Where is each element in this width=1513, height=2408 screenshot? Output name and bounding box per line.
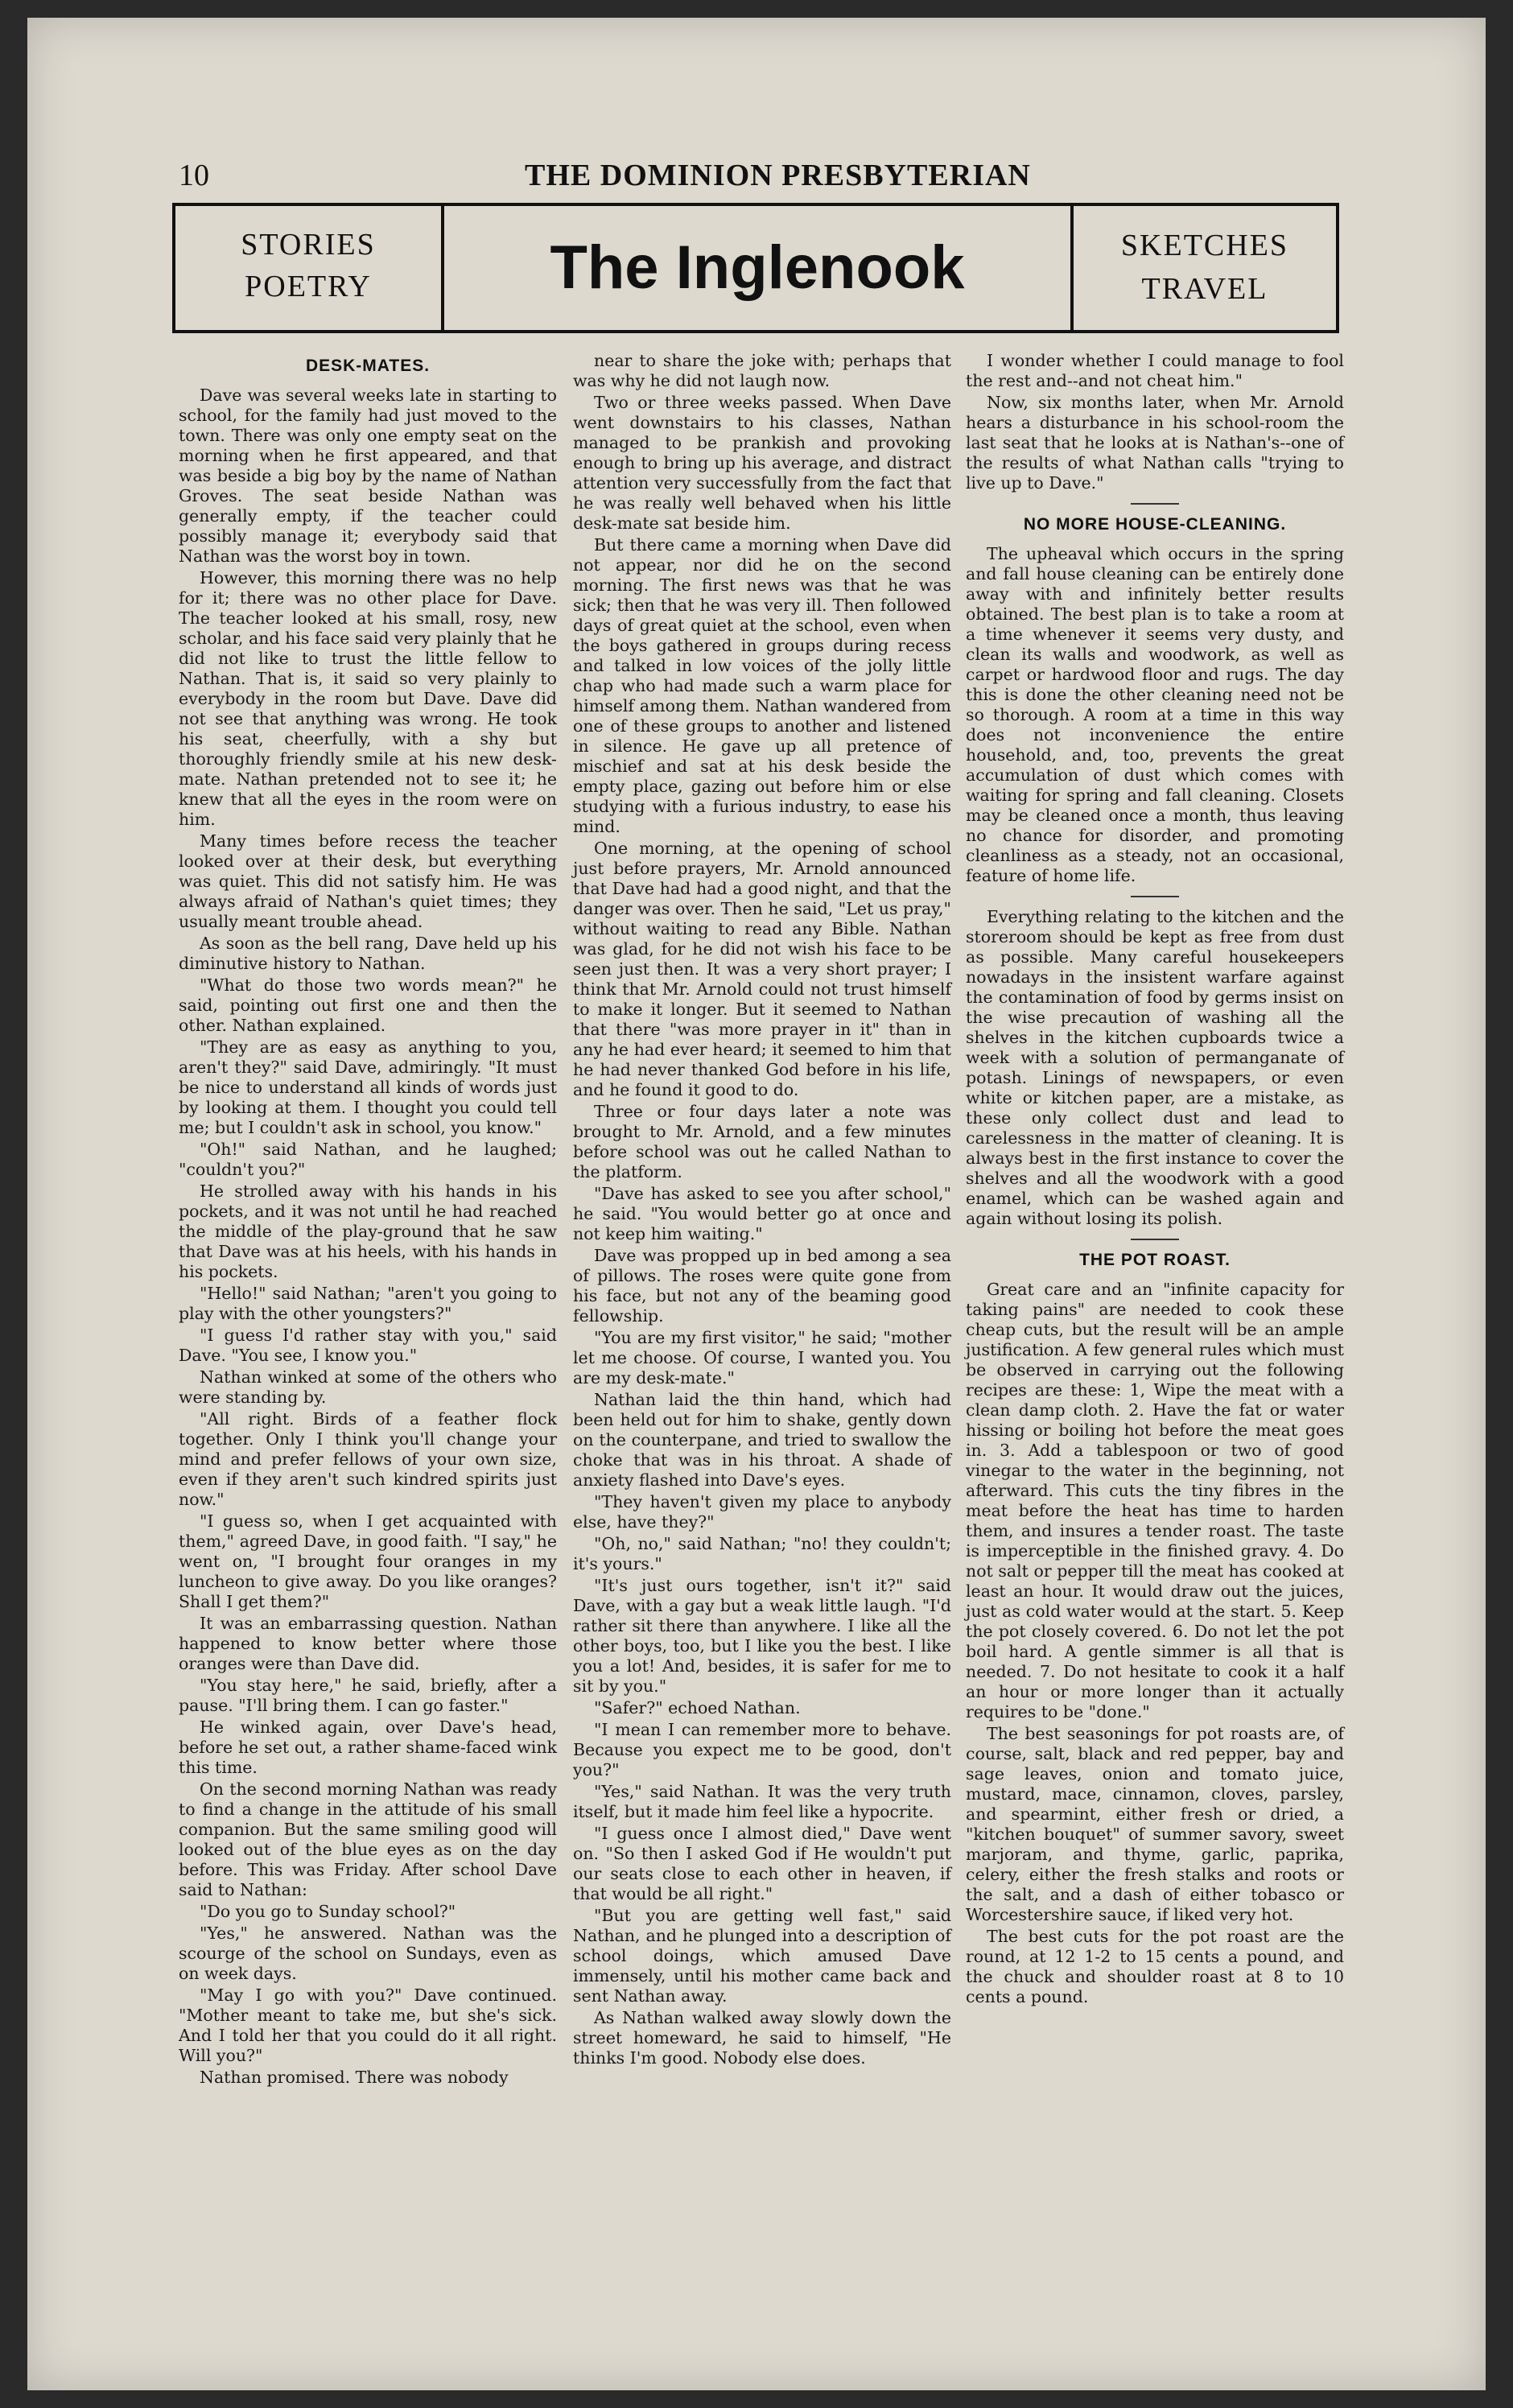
paragraph: One morning, at the opening of school just before prayers, Mr. Arnold announced that Dave had had a good night, and that the danger was over. Then he said, "Let us pray," without waiting to read any Bible. Nathan was glad, for he did not wish his face to be seen just then. It was a very short prayer; I think that Mr. Arnold could not trust himself to make it longer. But it seemed to Nathan that there "was more prayer in it" than in any he had ever heard; it seemed to him that he had never thanked God before in his life, and he found it good to do. [573, 839, 951, 1099]
paragraph: "Dave has asked to see you after school," he said. "You would better go at once and not keep him waiting." [573, 1184, 951, 1243]
banner-right-box [1070, 206, 1336, 330]
paragraph: Nathan laid the thin hand, which had been held out for him to shake, gently down on the counterpane, and tried to swallow the choke that was in his throat. A shade of anxiety flashed into Dave's eyes. [573, 1390, 951, 1490]
paragraph: Great care and an "infinite capacity for taking pains" are needed to cook these cheap cuts, but the result will be an ample justification. A few general rules which must be observed in carrying out the following recipes are these: 1, Wipe the meat with a clean damp cloth. 2. Have the fat or water hissing or boiling hot before the meat goes in. 3. Add a tablespoon or two of good vinegar to the water in the beginning, not afterward. This cuts the tiny fibres in the meat before the heat has time to harden them, and insures a tender roast. The taste is imperceptible in the finished gravy. 4. Do not salt or pepper till the meat has cooked at least an hour. It would draw out the juices, just as cold water would at the start. 5. Keep the pot closely covered. 6. Do not let the pot boil hard. A gentle simmer is all that is needed. 7. Do not hesitate to cook it a half an hour or more longer than it actually requires to be "done." [966, 1280, 1344, 1721]
divider-rule [1131, 896, 1179, 897]
paragraph: "I guess I'd rather stay with you," said Dave. "You see, I know you." [179, 1326, 557, 1365]
paragraph: "It's just ours together, isn't it?" said Dave, with a gay but a weak little laugh. "I'd rather sit there than anywhere. I like all the other boys, too, but I like you the best. I like you a lot! And, besides, it is safer for me to sit by you." [573, 1576, 951, 1696]
paragraph: "You are my first visitor," he said; "mother let me choose. Of course, I wanted you. You are my desk-mate." [573, 1328, 951, 1387]
paragraph: "You stay here," he said, briefly, after a pause. "I'll bring them. I can go faster." [179, 1676, 557, 1715]
article-heading-pot-roast: THE POT ROAST. [1079, 1251, 1231, 1269]
paragraph: Now, six months later, when Mr. Arnold hears a disturbance in his school-room the last seat that he looks at is Nathan's--one of the results of what Nathan calls "trying to live up to Dave." [966, 393, 1344, 493]
paragraph: "Safer?" echoed Nathan. [594, 1698, 801, 1717]
banner-left-line2: POETRY [245, 270, 372, 303]
paragraph: "Yes," he answered. Nathan was the scourge of the school on Sundays, even as on week days. [179, 1924, 557, 1983]
paragraph: "Yes," said Nathan. It was the very truth itself, but it made him feel like a hypocrite. [573, 1782, 951, 1821]
paragraph: "Do you go to Sunday school?" [200, 1902, 456, 1921]
paragraph: Nathan promised. There was nobody [200, 2068, 509, 2087]
paragraph: I wonder whether I could manage to fool the rest and--and not cheat him." [966, 351, 1344, 390]
house-cleaning-body-a [966, 544, 1344, 886]
divider-rule [1131, 1239, 1179, 1240]
paragraph: "Oh!" said Nathan, and he laughed; "couldn't you?" [179, 1140, 557, 1179]
paragraph: He strolled away with his hands in his pockets, and it was not until he had reached the middle of the play-ground that he saw that Dave was at his heels, with his hands in his pockets. [179, 1181, 557, 1281]
paragraph: Many times before recess the teacher looked over at their desk, but everything was quiet. This did not satisfy him. He was always afraid of Nathan's quiet times; they usually meant trouble ahead. [179, 831, 557, 931]
paragraph: The best cuts for the pot roast are the round, at 12 1-2 to 15 cents a pound, and the chuck and shoulder roast at 8 to 10 cents a pound. [966, 1927, 1344, 2006]
paragraph: "Hello!" said Nathan; "aren't you going to play with the other youngsters?" [179, 1284, 557, 1323]
journal-title: THE DOMINION PRESBYTERIAN [525, 159, 1031, 192]
paragraph: "They haven't given my place to anybody else, have they?" [573, 1492, 951, 1532]
paragraph: He winked again, over Dave's head, before he set out, a rather shame-faced wink this time. [179, 1717, 557, 1777]
paragraph: It was an embarrassing question. Nathan happened to know better where those oranges were than Dave did. [179, 1614, 557, 1673]
paragraph: Dave was several weeks late in starting to school, for the family had just moved to the town. There was only one empty seat on the morning when he first appeared, and that was beside a big boy by the name of Nathan Groves. The seat beside Nathan was generally empty, if the teacher could possibly manage it; everybody said that Nathan was the worst boy in town. [179, 386, 557, 566]
banner-left-line1: STORIES [241, 228, 376, 262]
article-heading-desk-mates: DESK-MATES. [305, 357, 431, 375]
column-2 [573, 351, 951, 2070]
paragraph: "May I go with you?" Dave continued. "Mother meant to take me, but she's sick. And I told her that you could do it all right. Will you?" [179, 1985, 557, 2065]
paragraph: However, this morning there was no help for it; there was no other place for Dave. The teacher looked at his small, rosy, new scholar, and his face said very plainly that he did not like to trust the little fellow to Nathan. That is, it said so very plainly to everybody in the room but Dave. Dave did not see that anything was wrong. He took his seat, cheerfully, with a shy but thoroughly friendly smile at his new desk-mate. Nathan pretended not to see it; he knew that all the eyes in the room were on him. [179, 568, 557, 829]
paragraph: "I mean I can remember more to behave. Because you expect me to be good, don't you?" [573, 1720, 951, 1779]
desk-mates-body [179, 386, 557, 2088]
column-3 [966, 351, 1344, 2009]
desk-mates-continued [573, 351, 951, 2068]
paragraph: On the second morning Nathan was ready to find a change in the attitude of his small companion. But the same smiling good will looked out of the blue eyes as on the day before. This was Friday. After school Dave said to Nathan: [179, 1779, 557, 1899]
paragraph: Dave was propped up in bed among a sea of pillows. The roses were quite gone from his face, but not any of the beaming good fellowship. [573, 1246, 951, 1326]
desk-mates-ending [966, 351, 1344, 493]
paragraph: "I guess once I almost died," Dave went on. "So then I asked God if He wouldn't put our seats close to each other in heaven, if that would be all right." [573, 1824, 951, 1903]
section-banner [172, 203, 1339, 333]
paragraph: "They are as easy as anything to you, aren't they?" said Dave, admiringly. "It must be nice to understand all kinds of words just by looking at them. I thought you could tell me; but I couldn't ask in school, you know." [179, 1037, 557, 1137]
banner-left-box [175, 206, 444, 330]
column-1 [179, 351, 557, 2089]
section-title: The Inglenook [550, 233, 965, 302]
paragraph: "What do those two words mean?" he said, pointing out first one and then the other. Nathan explained. [179, 975, 557, 1035]
paragraph: Nathan winked at some of the others who were standing by. [179, 1367, 557, 1407]
paragraph: Three or four days later a note was brought to Mr. Arnold, and a few minutes before school was out he called Nathan to the platform. [573, 1102, 951, 1181]
paragraph: "Oh, no," said Nathan; "no! they couldn't; it's yours." [573, 1534, 951, 1573]
divider-rule [1131, 503, 1179, 505]
article-heading-house-cleaning: NO MORE HOUSE-CLEANING. [1023, 515, 1287, 534]
paragraph: The upheaval which occurs in the spring and fall house cleaning can be entirely done away with and infinitely better results obtained. The best plan is to take a room at a time whenever it seems very dusty, and clean its walls and woodwork, as well as carpet or hardwood floor and rugs. The day this is done the other cleaning need not be so thorough. A room at a time in this way does not inconvenience the entire household, and, too, prevents the great accumulation of dust which comes with waiting for spring and fall cleaning. Closets may be cleaned once a month, thus leaving no chance for disorder, and promoting cleanliness as a steady, not an occasional, feature of home life. [966, 544, 1344, 885]
paragraph: Everything relating to the kitchen and the storeroom should be kept as free from dust as possible. Many careful housekeepers nowadays in the insistent warfare against the contamination of food by germs insist on the wise precaution of washing all the shelves in the kitchen cupboards twice a week with a solution of permanganate of potash. Linings of newspapers, or even white or kitchen paper, are a mistake, as these only collect dust and lead to carelessness in the matter of cleaning. It is always best in the first instance to cover the shelves and all the woodwork with a good enamel, which can be washed again and again without losing its polish. [966, 907, 1344, 1228]
pot-roast-body [966, 1280, 1344, 2007]
paragraph: Two or three weeks passed. When Dave went downstairs to his classes, Nathan managed to be prankish and provoking enough to bring up his average, and distract attention very successfully from the fact that he was really well behaved when his little desk-mate sat beside him. [573, 393, 951, 533]
page-number: 10 [179, 159, 209, 192]
paragraph: "But you are getting well fast," said Nathan, and he plunged into a description of school doings, which amused Dave immensely, until his mother came back and sent Nathan away. [573, 1906, 951, 2006]
paragraph: near to share the joke with; perhaps that was why he did not laugh now. [573, 351, 951, 390]
page-header [179, 158, 1338, 206]
banner-right-line2: TRAVEL [1141, 272, 1268, 306]
paragraph: "All right. Birds of a feather flock together. Only I think you'll change your mind and prefer fellows of your own size, even if they aren't such kindred spirits just now." [179, 1409, 557, 1509]
paragraph: The best seasonings for pot roasts are, of course, salt, black and red pepper, bay and sage leaves, onion and tomato juice, mustard, mace, cinnamon, cloves, parsley, and spearmint, either fresh or dried, a "kitchen bouquet" of summer savory, sweet marjoram, and thyme, garlic, paprika, celery, either the fresh stalks and roots or the salt, and a dash of either tobasco or Worcestershire sauce, if liked very hot. [966, 1724, 1344, 1924]
paragraph: "I guess so, when I get acquainted with them," agreed Dave, in good faith. "I say," he went on, "I brought four oranges in my luncheon to give away. Do you like oranges? Shall I get them?" [179, 1511, 557, 1611]
house-cleaning-body-b [966, 907, 1344, 1229]
paragraph: But there came a morning when Dave did not appear, nor did he on the second morning. The first news was that he was sick; then that he was very ill. Then followed days of great quiet at the school, even when the boys gathered in groups during recess and talked in low voices of the jolly little chap who had made such a warm place for himself among them. Nathan wandered from one of these groups to another and listened in silence. He gave up all pretence of mischief and sat at his desk beside the empty place, gazing out before him or else studying with a furious industry, to ease his mind. [573, 535, 951, 836]
banner-right-line1: SKETCHES [1120, 229, 1289, 262]
paragraph: As Nathan walked away slowly down the street homeward, he said to himself, "He thinks I'm good. Nobody else does. [573, 2008, 951, 2068]
paragraph: As soon as the bell rang, Dave held up his diminutive history to Nathan. [179, 934, 557, 973]
